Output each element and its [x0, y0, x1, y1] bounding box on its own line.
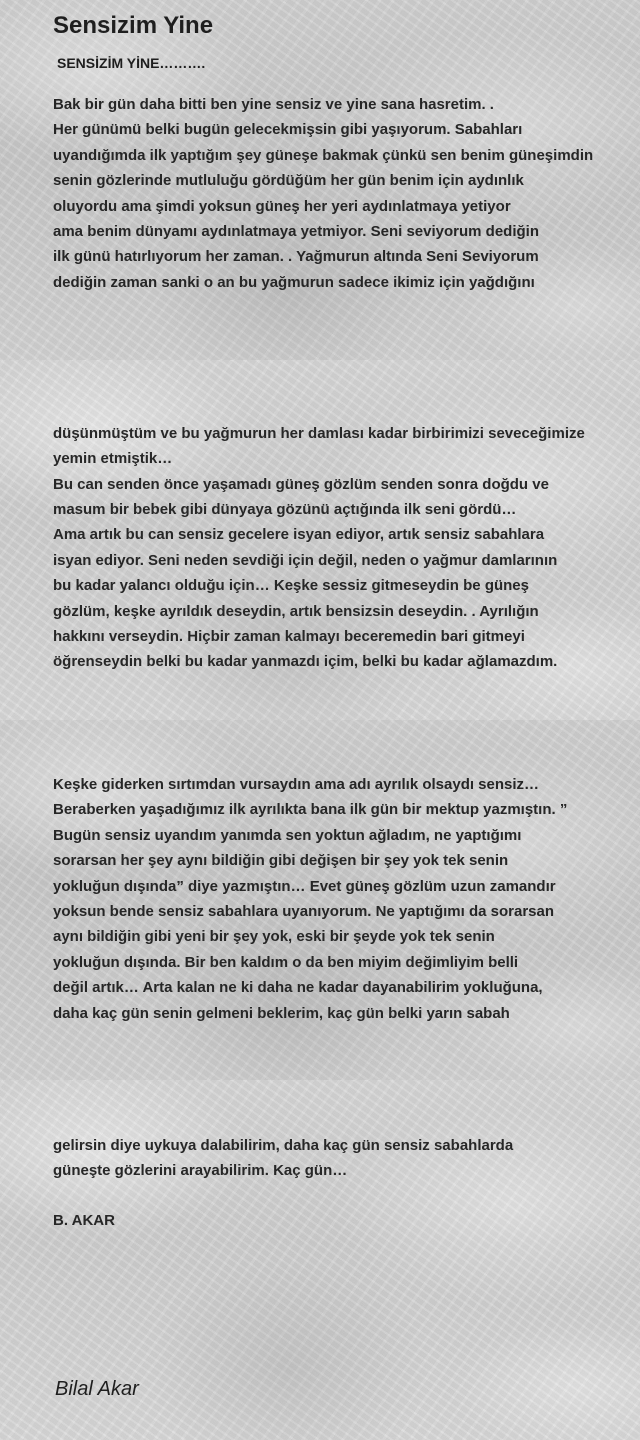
poem-text-block [53, 772, 637, 1026]
poem-line: yemin etmiştik… [53, 450, 173, 468]
author-name: Bilal Akar [55, 1378, 139, 1400]
poem-line: Beraberken yaşadığımız ilk ayrılıkta bana ilk gün bir mektup yazmıştın. ” [53, 801, 568, 819]
poem-panel-4 [0, 1080, 640, 1440]
poem-line: senin gözlerinde mutluluğu gördüğüm her gün benim için aydınlık [53, 172, 524, 190]
poem-line: bu kadar yalancı olduğu için… Keşke sessiz gitmeseydin be güneş [53, 577, 529, 595]
poem-line: Bu can senden önce yaşamadı güneş gözlüm senden sonra doğdu ve [53, 475, 549, 493]
poem-line: Bugün sensiz uyandım yanımda sen yoktun ağladım, ne yaptığımı [53, 826, 522, 844]
poem-line: aynı bildiğin gibi yeni bir şey yok, eski bir şeyde yok tek senin [53, 928, 495, 946]
poem-line: Ama artık bu can sensiz gecelere isyan ediyor, artık sensiz sabahlara [53, 526, 545, 544]
poem-text-block [53, 92, 637, 295]
poem-signature: B. AKAR [53, 1212, 115, 1229]
poem-line: Keşke giderken sırtımdan vursaydın ama adı ayrılık olsaydı sensiz… [53, 776, 540, 793]
poem-line: uyandığımda ilk yaptığım şey güneşe bakmak çünkü sen benim güneşimdin [53, 146, 594, 164]
poem-line: yokluğun dışında. Bir ben kaldım o da ben miyim değimliyim belli [53, 953, 519, 971]
poem-text-block [53, 1133, 637, 1184]
poem-line: düşünmüştüm ve bu yağmurun her damlası kadar birbirimizi seveceğimize [53, 424, 585, 442]
poem-line: değil artık… Arta kalan ne ki daha ne kadar dayanabilirim yokluğuna, [53, 979, 543, 997]
poem-line [53, 370, 637, 395]
poem-line: güneşte gözlerini arayabilirim. Kaç gün… [53, 1162, 348, 1180]
poem-line: öğrenseydin belki bu kadar yanmazdı içim, belki bu kadar ağlamazdım. [53, 653, 558, 671]
poem-line: ama benim dünyamı aydınlatmaya yetmiyor. Seni seviyorum dediğin [53, 222, 539, 240]
poem-line: gözlüm, keşke ayrıldık deseydin, artık bensizsin deseydin. . Ayrılığın [53, 602, 539, 620]
poem-line: yoksun bende sensiz sabahlara uyanıyorum. Ne yaptığımı da sorarsan [53, 902, 555, 920]
poem-text-block [53, 370, 637, 675]
poem-line: isyan ediyor. Seni neden sevdiği için değil, neden o yağmur damlarının [53, 551, 558, 569]
poem-line: hakkını verseydin. Hiçbir zaman kalmayı beceremedin bari gitmeyi [53, 627, 525, 645]
poem-line: yokluğun dışında” diye yazmıştın… Evet güneş gözlüm uzun zamandır [53, 877, 556, 895]
poem-line: sorarsan her şey aynı bildiğin gibi değişen bir şey yok tek senin [53, 852, 509, 870]
poem-title: Sensizim Yine [53, 12, 214, 39]
poem-line: masum bir bebek gibi dünyaya gözünü açtığında ilk seni gördü… [53, 500, 517, 518]
poem-subtitle: SENSİZİM YİNE………. [57, 55, 206, 71]
poem-line: ilk günü hatırlıyorum her zaman. . Yağmurun altında Seni Seviyorum [53, 248, 539, 266]
poem-panel-1 [0, 0, 640, 360]
poem-panel-2 [0, 360, 640, 720]
poem-line: daha kaç gün senin gelmeni beklerim, kaç gün belki yarın sabah [53, 1004, 510, 1022]
poem-line: gelirsin diye uykuya dalabilirim, daha kaç gün sensiz sabahlarda [53, 1137, 514, 1154]
poem-line: dediğin zaman sanki o an bu yağmurun sadece ikimiz için yağdığını [53, 273, 535, 291]
poem-line: Her günümü belki bugün gelecekmişsin gibi yaşıyorum. Sabahları [53, 121, 523, 139]
poem-line: oluyordu ama şimdi yoksun güneş her yeri aydınlatmaya yetiyor [53, 197, 511, 215]
poem-line [53, 395, 637, 420]
poem-panel-3 [0, 720, 640, 1080]
poem-line: Bak bir gün daha bitti ben yine sensiz ve yine sana hasretim. . [53, 96, 494, 113]
